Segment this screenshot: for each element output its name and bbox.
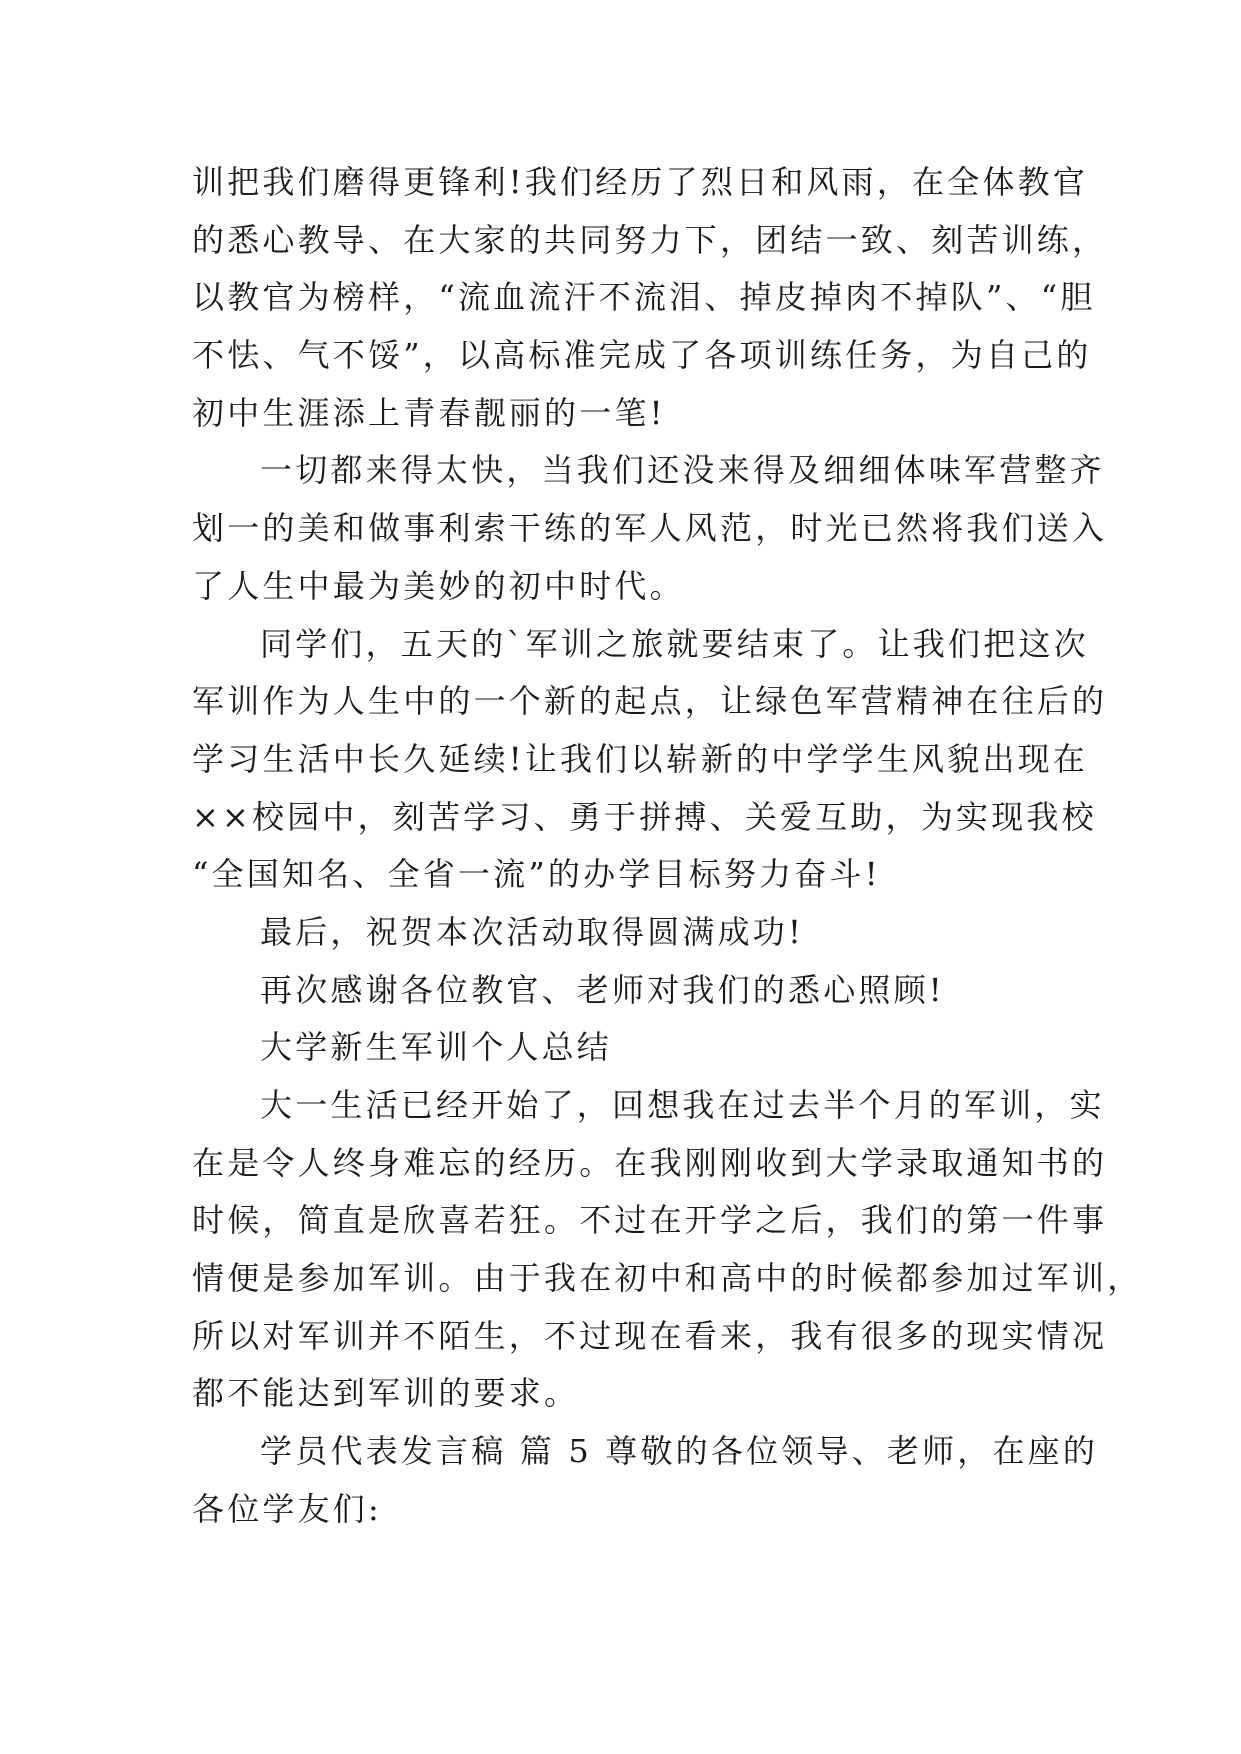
text-line: 划一的美和做事利索干练的军人风范，时光已然将我们送入 bbox=[192, 509, 1108, 548]
text-line: 训把我们磨得更锋利!我们经历了烈日和风雨，在全体教官 bbox=[192, 163, 1089, 201]
text-line: 大学新生军训个人总结 bbox=[260, 1028, 613, 1067]
text-line: 军训作为人生中的一个新的起点，让绿色军营精神在往后的 bbox=[192, 682, 1108, 721]
text-line: 大一生活已经开始了，回想我在过去半个月的军训，实 bbox=[260, 1086, 1105, 1124]
text-line: 所以对军训并不陌生，不过现在看来，我有很多的现实情况 bbox=[192, 1316, 1108, 1355]
text-line: 了人生中最为美妙的初中时代。 bbox=[192, 566, 685, 605]
text-line: 都不能达到军训的要求。 bbox=[192, 1374, 580, 1413]
text-line: 各位学友们: bbox=[192, 1489, 382, 1528]
text-line: 在是令人终身难忘的经历。在我刚刚收到大学录取通知书的 bbox=[192, 1143, 1108, 1182]
text-line: 不怯、气不馁”，以高标准完成了各项训练任务，为自己的 bbox=[192, 336, 1092, 375]
text-line: 初中生涯添上青春靓丽的一笔! bbox=[192, 393, 666, 432]
text-line: 情便是参加军训。由于我在初中和高中的时候都参加过军训， bbox=[192, 1259, 1143, 1298]
text-line: 同学们，五天的`军训之旅就要结束了。让我们把这次 bbox=[260, 624, 1089, 663]
text-line: 再次感谢各位教官、老师对我们的悉心照顾! bbox=[260, 970, 945, 1009]
text-line: 一切都来得太快，当我们还没来得及细细体味军营整齐 bbox=[260, 451, 1105, 490]
text-line: 学员代表发言稿 篇 5 尊敬的各位领导、老师，在座的 bbox=[260, 1432, 1099, 1471]
text-line: 学习生活中长久延续!让我们以崭新的中学学生风貌出现在 bbox=[192, 739, 1089, 778]
document-body bbox=[192, 154, 1143, 1539]
text-line: 以教官为榜样，“流血流汗不流泪、掉皮掉肉不掉队”、“胆 bbox=[192, 278, 1096, 317]
text-line: ××校园中，刻苦学习、勇于拼搏、关爱互助，为实现我校 bbox=[192, 797, 1097, 836]
text-line: 的悉心教导、在大家的共同努力下，团结一致、刻苦训练， bbox=[192, 220, 1108, 259]
text-line: 最后，祝贺本次活动取得圆满成功! bbox=[260, 912, 805, 951]
text-line: “全国知名、全省一流”的办学目标努力奋斗! bbox=[192, 855, 881, 894]
text-line: 时候，简直是欣喜若狂。不过在开学之后，我们的第一件事 bbox=[192, 1201, 1108, 1240]
